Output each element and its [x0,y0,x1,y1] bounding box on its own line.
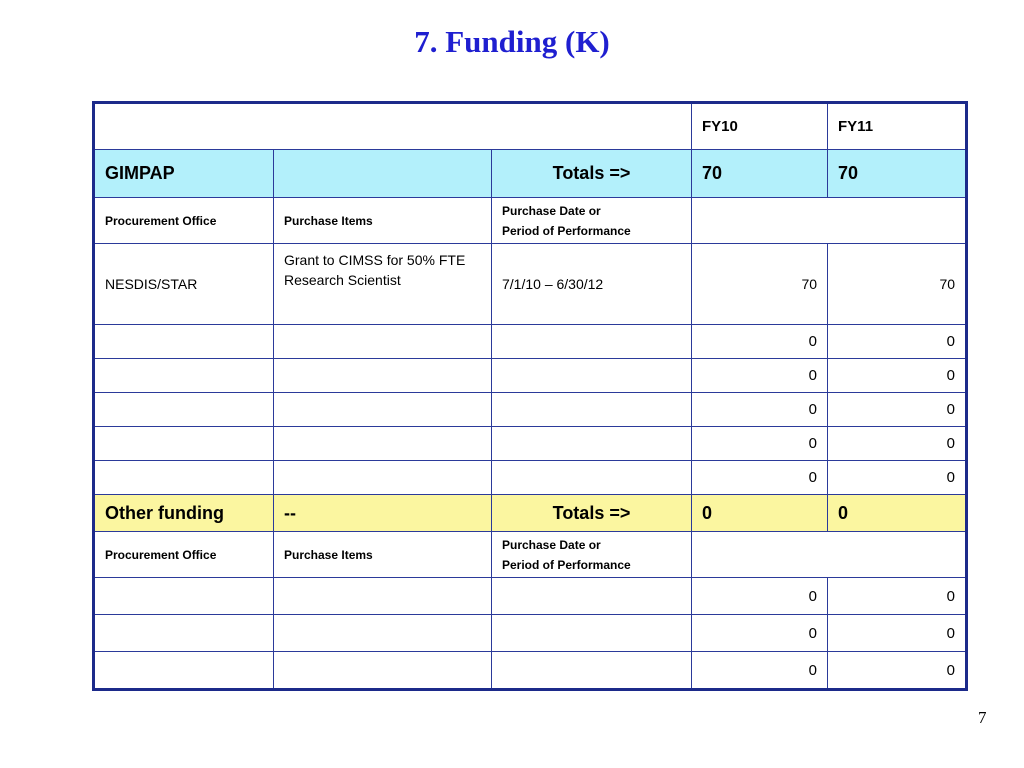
purchase-date-header [492,198,692,244]
purchase-items-header: Purchase Items [274,198,492,244]
gimpap-totals-row [94,150,967,198]
table-row [94,427,967,461]
purchase-date-header-line2: Period of Performance [502,557,631,572]
office-cell: NESDIS/STAR [94,244,274,325]
header-blank-cell [94,103,692,150]
item-cell [274,461,492,495]
gimpap-label: GIMPAP [94,150,274,198]
amount-header-blank [692,532,967,578]
year-header-row [94,103,967,150]
gimpap-totals-label: Totals => [492,150,692,198]
item-cell [274,578,492,615]
date-cell [492,578,692,615]
fy10-cell: 0 [692,578,828,615]
fy10-cell: 0 [692,427,828,461]
gimpap-column-header-row [94,198,967,244]
table-row [94,615,967,652]
date-cell [492,427,692,461]
date-cell [492,615,692,652]
fy11-cell: 70 [828,244,967,325]
purchase-date-header-line1: Purchase Date or [502,203,601,218]
date-cell [492,325,692,359]
procurement-office-header: Procurement Office [94,532,274,578]
other-funding-totals-row [94,495,967,532]
header-fy10: FY10 [692,103,828,150]
other-totals-label: Totals => [492,495,692,532]
office-cell [94,652,274,690]
office-cell [94,427,274,461]
other-total-fy10: 0 [692,495,828,532]
item-cell [274,427,492,461]
procurement-office-header: Procurement Office [94,198,274,244]
fy11-cell: 0 [828,325,967,359]
purchase-date-header [492,532,692,578]
office-cell [94,461,274,495]
fy10-cell: 0 [692,393,828,427]
item-cell [274,359,492,393]
office-cell [94,393,274,427]
header-fy11: FY11 [828,103,967,150]
table-row [94,652,967,690]
fy11-cell: 0 [828,359,967,393]
office-cell [94,325,274,359]
item-cell [274,652,492,690]
fy10-cell: 70 [692,244,828,325]
fy11-cell: 0 [828,578,967,615]
slide-title: 7. Funding (K) [414,24,610,59]
fy11-cell: 0 [828,461,967,495]
table-row [94,325,967,359]
office-cell [94,359,274,393]
item-cell [274,325,492,359]
fy11-cell: 0 [828,615,967,652]
amount-header-blank [692,198,967,244]
funding-table [92,101,968,691]
date-cell: 7/1/10 – 6/30/12 [492,244,692,325]
fy11-cell: 0 [828,393,967,427]
item-cell [274,615,492,652]
page-number: 7 [978,708,987,727]
purchase-items-header: Purchase Items [274,532,492,578]
other-funding-label: Other funding [94,495,274,532]
table-row [94,393,967,427]
fy10-cell: 0 [692,652,828,690]
table-row [94,578,967,615]
fy10-cell: 0 [692,461,828,495]
table-row [94,359,967,393]
fy10-cell: 0 [692,359,828,393]
fy11-cell: 0 [828,427,967,461]
purchase-date-header-line2: Period of Performance [502,223,631,238]
fy11-cell: 0 [828,652,967,690]
table-row [94,244,967,325]
office-cell [94,615,274,652]
gimpap-total-fy10: 70 [692,150,828,198]
office-cell [94,578,274,615]
date-cell [492,393,692,427]
other-total-fy11: 0 [828,495,967,532]
fy10-cell: 0 [692,325,828,359]
purchase-date-header-line1: Purchase Date or [502,537,601,552]
fy10-cell: 0 [692,615,828,652]
gimpap-blank-cell [274,150,492,198]
other-funding-items: -- [274,495,492,532]
item-cell: Grant to CIMSS for 50% FTE Research Scientist [274,244,492,325]
gimpap-total-fy11: 70 [828,150,967,198]
table-row [94,461,967,495]
other-column-header-row [94,532,967,578]
item-cell [274,393,492,427]
date-cell [492,652,692,690]
date-cell [492,461,692,495]
date-cell [492,359,692,393]
